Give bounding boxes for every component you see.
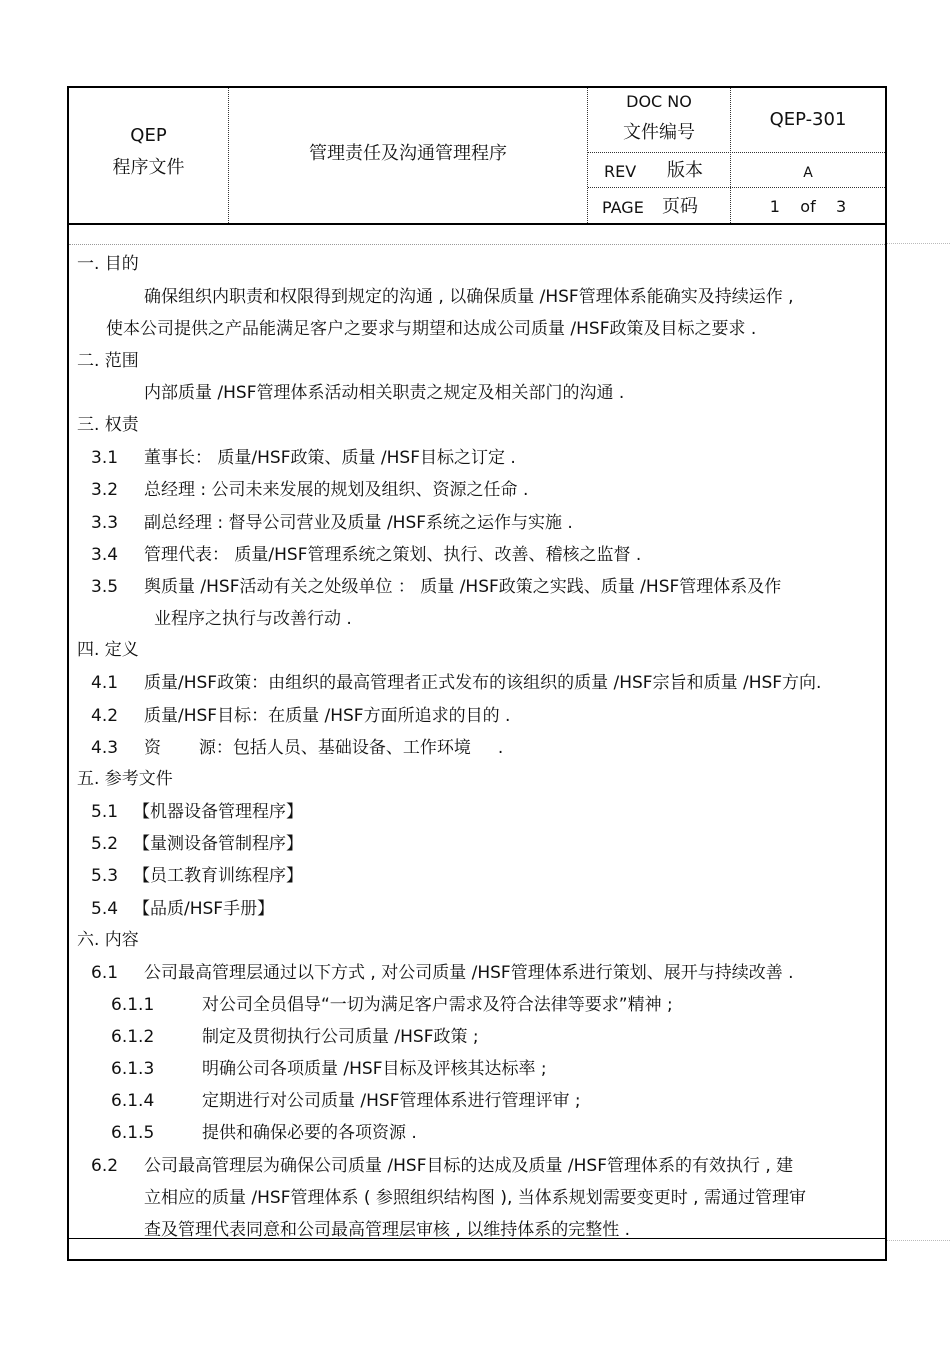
list-item: 公司最高管理层为确保公司质量 /HSF目标的达成及质量 /HSF管理体系的有效执行 , 建 <box>144 1156 794 1176</box>
rev-label-en: REV <box>604 162 637 181</box>
list-item: 质量/HSF目标：在质量 /HSF方面所追求的目的 . <box>144 706 511 726</box>
item-number: 6.1.4 <box>111 1091 155 1111</box>
reference-item: 【机器设备管理程序】 <box>133 802 303 822</box>
page-number: 1 of 3 <box>769 197 847 216</box>
doc-no-label-cn: 文件编号 <box>623 122 695 143</box>
document-frame <box>67 86 887 1261</box>
list-item: 舆质量 /HSF活动有关之处级单位 ： 质量 /HSF政策之实践、质量 /HSF管理体系及作 <box>144 577 782 597</box>
list-item: 对公司全员倡导“一切为满足客户需求及符合法律等要求”精神 ; <box>202 995 673 1015</box>
paragraph-line: 确保组织内职责和权限得到规定的沟通 , 以确保质量 /HSF管理体系能确实及持续运作 , <box>144 287 794 307</box>
paragraph-line: 内部质量 /HSF管理体系活动相关职责之规定及相关部门的沟通 . <box>144 383 625 403</box>
item-number: 4.3 <box>91 738 119 758</box>
section-divider <box>69 244 885 245</box>
item-number: 4.2 <box>91 706 119 726</box>
item-number: 3.5 <box>91 577 119 597</box>
list-item: 提供和确保必要的各项资源 . <box>202 1123 417 1143</box>
reference-item: 【品质/HSF手册】 <box>133 899 275 919</box>
item-number: 3.4 <box>91 545 119 565</box>
item-number: 6.2 <box>91 1156 119 1176</box>
section-heading: 六. 内容 <box>77 930 139 950</box>
doc-no-label-en: DOC NO <box>626 92 692 111</box>
list-item: 管理代表： 质量/HSF管理系统之策划、执行、改善、稽核之监督 . <box>144 545 642 565</box>
list-item: 公司最高管理层通过以下方式 , 对公司质量 /HSF管理体系进行策划、展开与持续改善 . <box>144 963 794 983</box>
item-number: 3.3 <box>91 513 119 533</box>
item-number: 6.1.2 <box>111 1027 155 1047</box>
item-number: 3.2 <box>91 480 119 500</box>
rev-label-cn: 版本 <box>667 160 703 181</box>
doc-no-value: QEP-301 <box>769 109 847 130</box>
list-item: 制定及贯彻执行公司质量 /HSF政策 ; <box>202 1027 479 1047</box>
list-item: 副总经理 : 督导公司营业及质量 /HSF系统之运作与实施 . <box>144 513 573 533</box>
header-divider <box>588 187 885 188</box>
page-label-cn: 页码 <box>662 196 698 217</box>
paragraph-line: 查及管理代表同意和公司最高管理层审核 , 以维持体系的完整性 . <box>144 1220 631 1240</box>
item-number: 5.3 <box>91 866 119 886</box>
qep-label: QEP <box>130 125 167 146</box>
item-number: 4.1 <box>91 673 119 693</box>
page-label-en: PAGE <box>602 198 644 217</box>
item-number: 5.2 <box>91 834 119 854</box>
document-title: 管理责任及沟通管理程序 <box>309 143 507 164</box>
item-number: 6.1.3 <box>111 1059 155 1079</box>
item-number: 6.1 <box>91 963 119 983</box>
header-divider <box>588 152 885 153</box>
paragraph-line: 业程序之执行与改善行动 . <box>154 609 352 629</box>
item-number: 6.1.5 <box>111 1123 155 1143</box>
document-header <box>69 88 885 225</box>
rev-value: A <box>803 165 813 181</box>
list-item: 董事长： 质量/HSF政策、质量 /HSF目标之订定 . <box>144 448 516 468</box>
section-heading: 二. 范围 <box>77 351 139 371</box>
item-number: 5.1 <box>91 802 119 822</box>
reference-item: 【量测设备管制程序】 <box>133 834 303 854</box>
paragraph-line: 使本公司提供之产品能满足客户之要求与期望和达成公司质量 /HSF政策及目标之要求 . <box>106 319 757 339</box>
list-item: 资 源：包括人员、基础设备、工作环境 . <box>144 738 504 758</box>
section-heading: 一. 目的 <box>77 254 139 274</box>
list-item: 总经理 : 公司未来发展的规划及组织、资源之任命 . <box>144 480 529 500</box>
margin-guide <box>887 1240 950 1241</box>
item-number: 6.1.1 <box>111 995 155 1015</box>
section-heading: 三. 权责 <box>77 415 139 435</box>
list-item: 质量/HSF政策：由组织的最高管理者正式发布的该组织的质量 /HSF宗旨和质量 /HSF方向. <box>144 673 822 693</box>
item-number: 3.1 <box>91 448 119 468</box>
footer-divider <box>69 1238 885 1239</box>
section-heading: 四. 定义 <box>77 640 139 660</box>
margin-guide <box>887 243 950 244</box>
item-number: 5.4 <box>91 899 119 919</box>
section-heading: 五. 参考文件 <box>77 769 173 789</box>
list-item: 明确公司各项质量 /HSF目标及评核其达标率 ; <box>202 1059 547 1079</box>
reference-item: 【员工教育训练程序】 <box>133 866 303 886</box>
paragraph-line: 立相应的质量 /HSF管理体系 ( 参照组织结构图 ), 当体系规划需要变更时 , 需通过管理审 <box>144 1188 806 1208</box>
doc-type-label: 程序文件 <box>112 157 185 178</box>
list-item: 定期进行对公司质量 /HSF管理体系进行管理评审 ; <box>202 1091 581 1111</box>
